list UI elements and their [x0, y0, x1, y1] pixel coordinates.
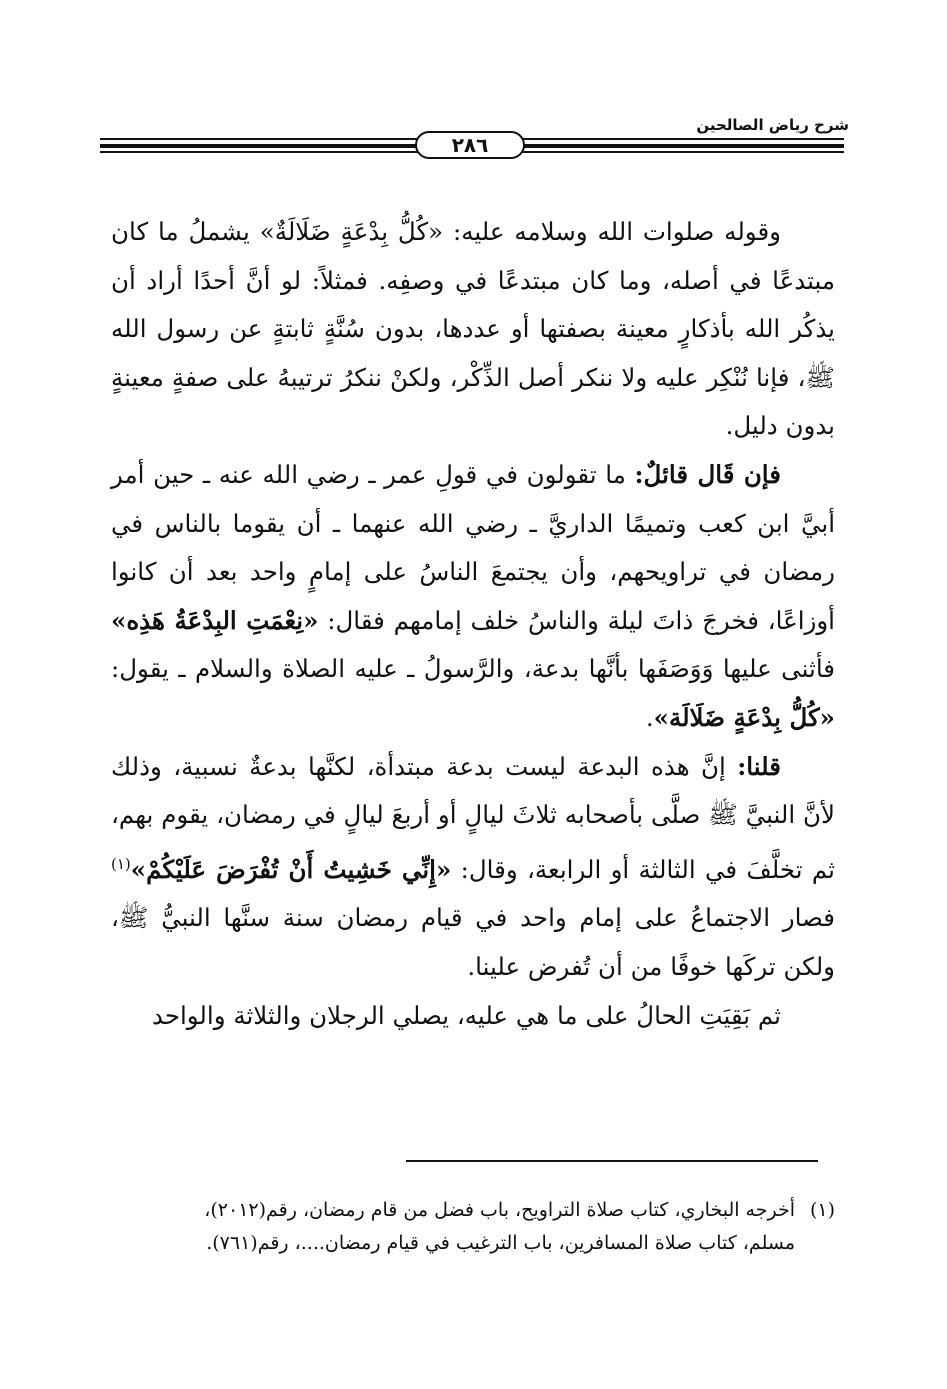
footnote-1-continuation: مسلم، كتاب صلاة المسافرين، باب الترغيب في قيام رمضان....، رقم(٧٦١).: [206, 1232, 795, 1254]
paragraph-1: [111, 208, 835, 451]
paragraph-2-end: .: [645, 702, 654, 732]
footnote-1-text: أخرجه البخاري، كتاب صلاة التراويح، باب فضل من قام رمضان، رقم(٢٠١٢)،: [204, 1199, 795, 1221]
footnote-separator: [406, 1160, 818, 1162]
paragraph-2: [111, 451, 835, 743]
paragraph-2-text: ما تقولون في قولِ عمر ـ رضي الله عنه ـ حين أمر أبيَّ ابن كعب وتميمًا الداريَّ ـ رضي الله عنهما ـ أن يقوما بالناس في رمضان في تراويحهم، وأن يجتمعَ الناسُ على إمامٍ واحد بعد أن كانوا أوزاعًا، فخرجَ ذاتَ ليلة والناسُ خلف إمامهم فقال:: [111, 459, 835, 635]
footnotes: [105, 1194, 835, 1260]
quote-khashitu: «إِنِّي خَشِيتُ أَنْ تُفْرَضَ عَلَيْكُمْ»: [130, 854, 452, 884]
paragraph-2-middle: فأثنى عليها وَوَصَفَها بأنَّها بدعة، والرَّسولُ ـ عليه الصلاة والسلام ـ يقول:: [111, 654, 835, 684]
paragraph-2-lead: فإن قَال قائلٌ:: [634, 459, 781, 489]
paragraph-1-text: وقوله صلوات الله وسلامه عليه: «كُلُّ بِدْعَةٍ ضَلَالَةٌ» يشملُ ما كان مبتدعًا في أصله، وما كان مبتدعًا في وصفِه. فمثلاً: لو أنَّ أحدًا أراد أن يذكُر الله بأذكارٍ معينة بصفتها أو عددها، بدون سُنَّةٍ ثابتةٍ عن رسول الله ﷺ، فإنا نُنْكِر عليه ولا ننكر أصل الذِّكْر، ولكنْ ننكرُ ترتيبهُ على صفةٍ معينةٍ بدون دليل.: [111, 217, 835, 441]
page-number: ٢٨٦: [415, 131, 525, 159]
paragraph-4-text: ثم بَقِيَتِ الحالُ على ما هي عليه، يصلي الرجلان والثلاثة والواحد: [151, 1000, 781, 1030]
paragraph-3: [111, 743, 835, 992]
paragraph-4: [111, 992, 835, 1041]
paragraph-3-text: إنَّ هذه البدعة ليست بدعة مبتدأة، لكنَّها بدعةٌ نسبية، وذلك لأنَّ النبيَّ ﷺ صلَّى بأصحابه ثلاثَ ليالٍ أو أربعَ ليالٍ في رمضان، يقوم بهم، ثم تخلَّفَ في الثالثة أو الرابعة، وقال:: [111, 751, 835, 884]
footnote-reference: (١): [111, 854, 131, 873]
paragraph-3-lead: قلنا:: [737, 751, 781, 781]
quote-kull-bidah: «كُلُّ بِدْعَةٍ ضَلَالَة»: [653, 702, 835, 732]
quote-nimat-al-bidah: «نِعْمَتِ البِدْعَةُ هَذِه»: [111, 605, 319, 635]
main-text: [111, 208, 835, 1040]
footnote-1-number: (١): [809, 1199, 835, 1221]
footnote-1: [105, 1194, 835, 1227]
book-title: شرح رياض الصالحين: [696, 116, 849, 134]
paragraph-3-end: فصار الاجتماعُ على إمام واحد في قيام رمضان سنة سنَّها النبيُّ ﷺ، ولكن تركَها خوفًا من أن تُفرض علينا.: [111, 903, 835, 982]
